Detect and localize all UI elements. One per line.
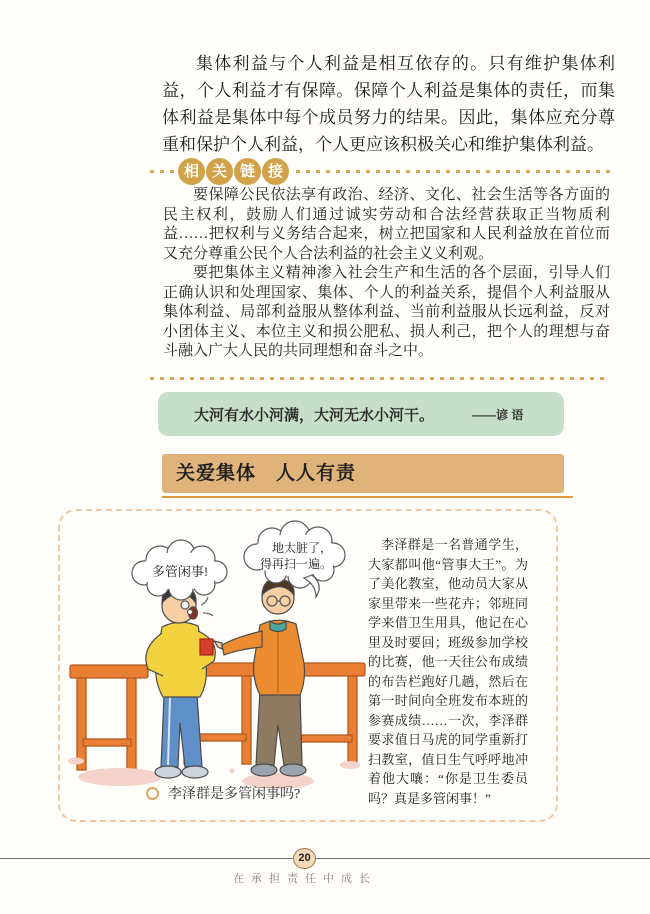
discussion-question: [146, 783, 300, 803]
related-links-paragraph: 要保障公民依法享有政治、经济、文化、社会生活等各方面的民主权利，鼓励人们通过诚实劳动和合法经营获取正当物质利益……把权利与义务结合起来，树立把国家和人民利益放在首位而又充分尊重公民个人合法利益的社会主义义利观。: [163, 187, 610, 262]
proverb-box: [158, 392, 564, 436]
related-links-title-char: 相: [178, 158, 205, 185]
related-links-title-char: 链: [234, 158, 261, 185]
section-header-bar: [162, 454, 564, 493]
bubble-left-text: 多管闲事!: [151, 564, 209, 579]
shouting-boy: [146, 586, 215, 778]
question-text: 李泽群是多管闲事吗?: [168, 787, 301, 802]
desk-icon: [70, 663, 365, 770]
proverb-text: 大河有水小河满，大河无水小河干。: [194, 406, 435, 424]
intro-paragraph: 集体利益与个人利益是相互依存的。只有维护集体利益，个人利益才有保障。保障个人利益是集体的责任，而集体利益是集体中每个成员努力的结果。因此，集体应充分尊重和保护个人利益，个人更应该积极关心和维护集体利益。: [162, 54, 615, 154]
related-links-title-char: 接: [262, 158, 289, 185]
page-number-badge: 20: [293, 848, 316, 869]
related-links-header: [150, 158, 610, 185]
classroom-illustration: [64, 513, 368, 805]
speech-bubble-right: [244, 521, 345, 597]
dotted-divider: [150, 170, 174, 173]
bubble-right-line1: 地太脏了，: [271, 541, 333, 555]
section-header-underline: [162, 496, 573, 498]
dotted-divider: [150, 377, 610, 380]
footer-rule: [0, 858, 650, 859]
proverb-attribution: ——谚 语: [472, 407, 524, 422]
related-links-paragraph: 要把集体主义精神渗入社会生产和生活的各个层面，引导人们正确认识和处理国家、集体、个人的利益关系，提倡个人利益服从集体利益、局部利益服从整体利益、当前利益服从长远利益，反对小团体主义、本位主义和损公肥私、损人利己，把个人的理想与奋斗融入广大人民的共同理想和奋斗之中。: [163, 265, 610, 359]
related-links-body: [163, 186, 610, 362]
story-text: 李泽群是一名普通学生，大家都叫他“管事大王”。为了美化教室，他动员大家从家里带来一些花卉；邻班同学来借卫生用具，他记在心里及时要回；班级参加学校的比赛，他一天往公布成绩的布告栏跑好几趟，然后在第一时间向全班发布本班的参赛成绩……一次，李泽群要求值日马虎的同学重新打扫教室，值日生气呼呼地冲着他大嚷：“你是卫生委员吗？真是多管闲事！”: [368, 537, 528, 806]
circle-bullet-icon: [146, 787, 159, 800]
dotted-divider: [296, 170, 610, 173]
section-header-title: 关爱集体 人人有责: [176, 463, 357, 484]
chapter-title: 在承担责任中成长: [233, 873, 377, 885]
related-links-title-char: 关: [206, 158, 233, 185]
glasses-boy: [214, 579, 306, 776]
bubble-right-line2: 得再扫一遍。: [259, 557, 333, 571]
story-box: [58, 509, 558, 822]
